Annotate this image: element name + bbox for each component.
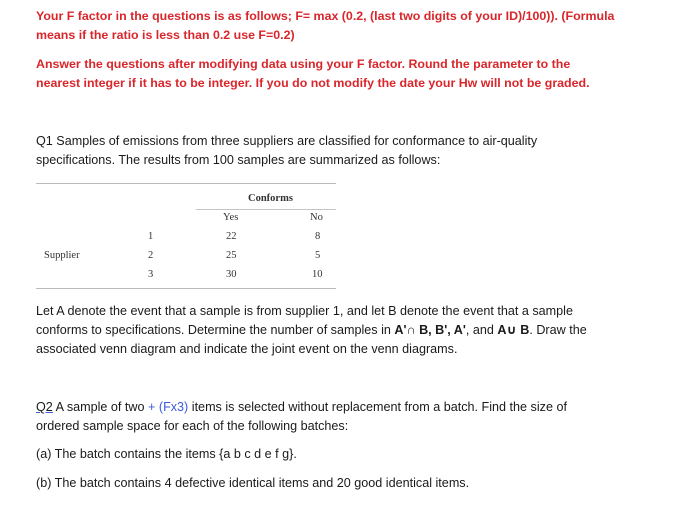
q1-sets-a: A'∩ B, B', A' xyxy=(394,323,466,337)
instruction-line-4: nearest integer if it has to be integer. If you do not modify the date your Hw will not be graded. xyxy=(36,76,590,90)
table-supplier-1: 1 xyxy=(148,231,154,242)
table-yes-3: 30 xyxy=(226,269,237,280)
q1-text-line-2 xyxy=(36,321,676,340)
table-no-3: 10 xyxy=(312,269,323,280)
table-header-rule xyxy=(196,209,336,210)
table-yes-1: 22 xyxy=(226,231,237,242)
instruction-line-3: Answer the questions after modifying data using your F factor. Round the parameter to the xyxy=(36,57,571,71)
q2-label: Q2 xyxy=(36,400,53,414)
q2-line-1 xyxy=(36,398,676,417)
supplier-conformance-table xyxy=(36,183,336,289)
table-col-no: No xyxy=(310,212,323,223)
q1-intro-line-2: specifications. The results from 100 samples are summarized as follows: xyxy=(36,153,441,167)
q2-line-1a: A sample of two xyxy=(52,400,149,414)
table-supplier-3: 3 xyxy=(148,269,154,280)
q2-line-1b: items is selected without replacement from a batch. Find the size of xyxy=(188,400,567,414)
table-supplier-2: 2 xyxy=(148,250,154,261)
q1-text-line-2a: conforms to specifications. Determine the number of samples in xyxy=(36,323,395,337)
q2-line-2: ordered sample space for each of the following batches: xyxy=(36,419,349,433)
q1-intro-line-1: Q1 Samples of emissions from three suppliers are classified for conformance to air-quality xyxy=(36,134,538,148)
q2-part-b: (b) The batch contains 4 defective identical items and 20 good identical items. xyxy=(36,476,470,490)
table-row-header: Supplier xyxy=(44,250,80,261)
q1-sets-b: A∪ B xyxy=(497,323,530,337)
table-no-1: 8 xyxy=(315,231,321,242)
table-group-header: Conforms xyxy=(248,193,293,204)
table-col-yes: Yes xyxy=(223,212,239,223)
q2-modifier: + (Fx3) xyxy=(148,400,189,414)
q1-text-line-3: associated venn diagram and indicate the joint event on the venn diagrams. xyxy=(36,342,458,356)
instruction-line-1: Your F factor in the questions is as follows; F= max (0.2, (last two digits of your ID)/100)). (Formula xyxy=(36,9,615,23)
q1-text-line-2b: , and xyxy=(465,323,498,337)
table-no-2: 5 xyxy=(315,250,321,261)
instruction-line-2: means if the ratio is less than 0.2 use F=0.2) xyxy=(36,28,295,42)
table-yes-2: 25 xyxy=(226,250,237,261)
q1-text-line-1: Let A denote the event that a sample is from supplier 1, and let B denote the event that a sample xyxy=(36,304,573,318)
q1-text-line-2c: . Draw the xyxy=(529,323,587,337)
q2-part-a: (a) The batch contains the items {a b c d e f g}. xyxy=(36,447,297,461)
